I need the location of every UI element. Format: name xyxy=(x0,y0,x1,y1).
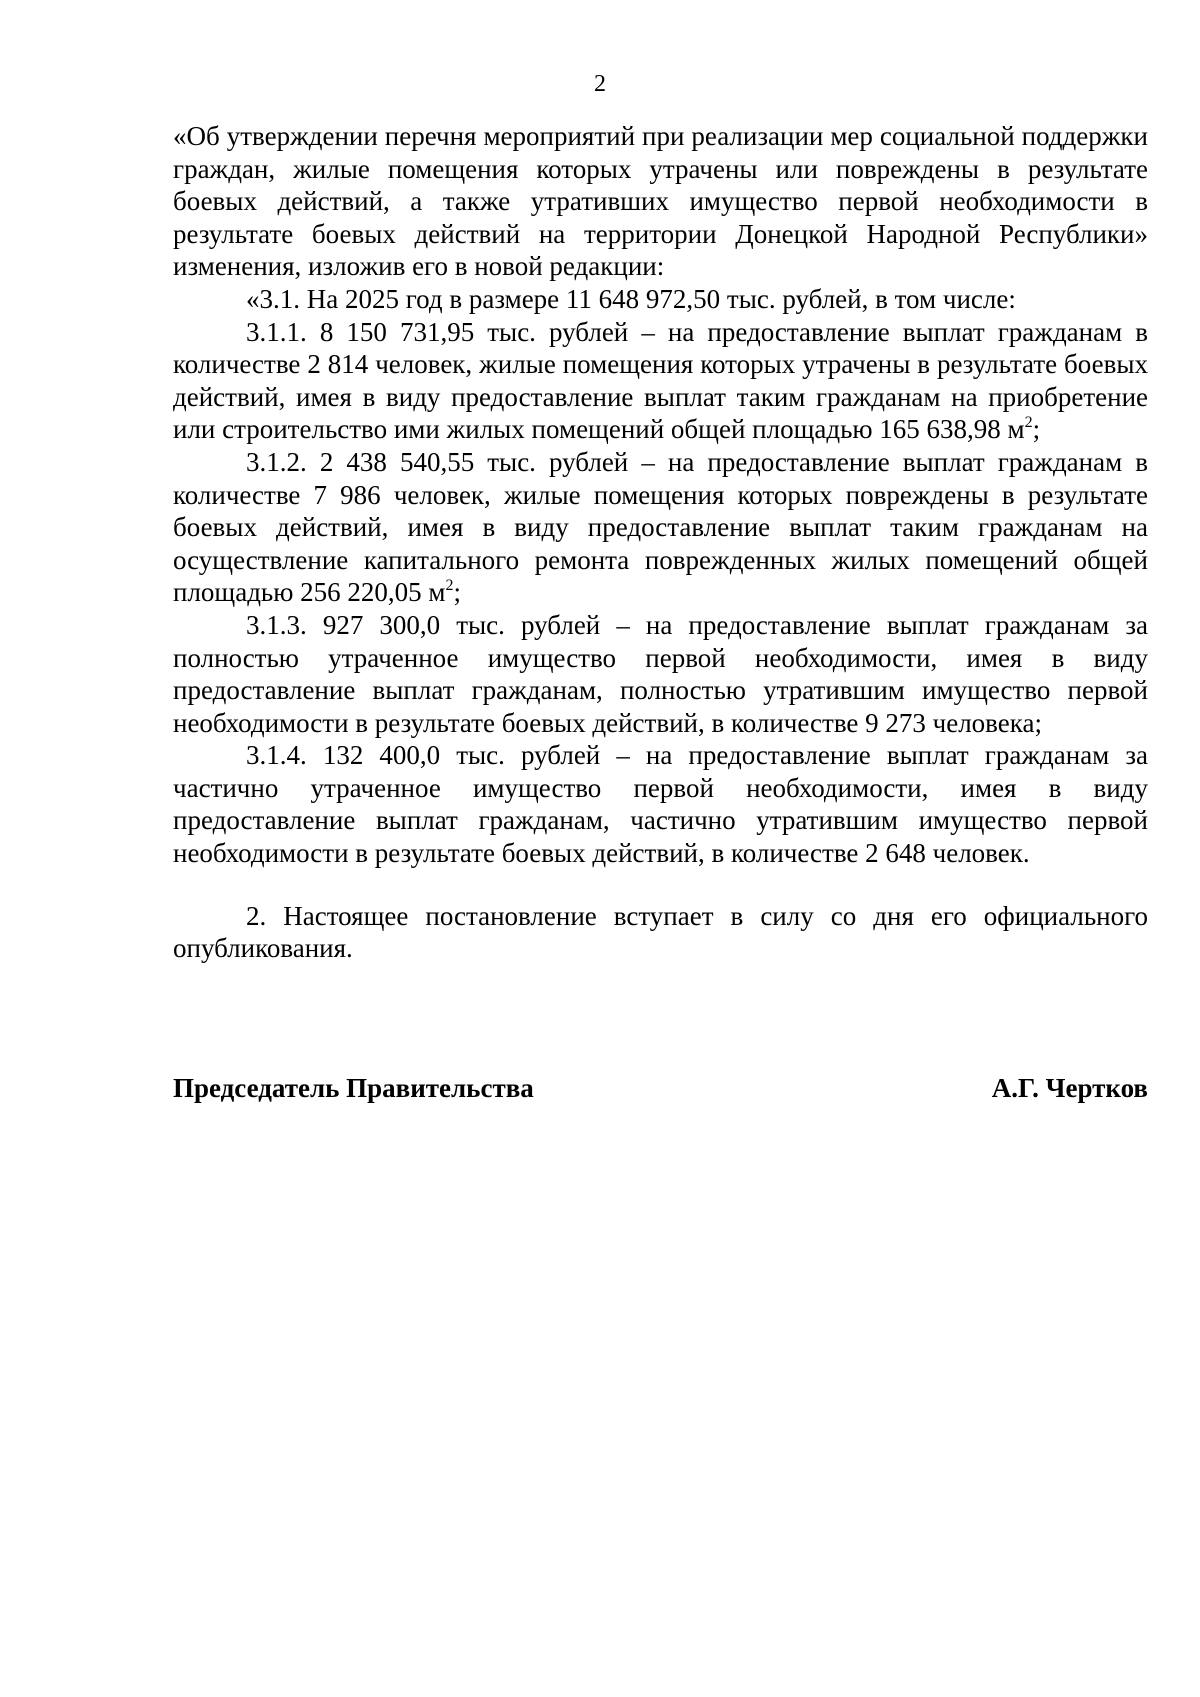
clause-3-1-2-superscript: 2 xyxy=(445,577,454,595)
clause-3-1-1-text: 3.1.1. 8 150 731,95 тыс. рублей – на предоставление выплат гражданам в количестве 2 814 человек, жилые помещения которых утрачены в результате боевых действий, имея в виду предоставление выплат таким гражданам на приобретение или строительство ими жилых помещений общей площадью 165 638,98 м xyxy=(173,316,1148,445)
intro-paragraph: «Об утверждении перечня мероприятий при реализации мер социальной поддержки граждан, жилые помещения которых утрачены или повреждены в результате боевых действий, а также утративших имущество первой необходимости в результате боевых действий на территории Донецкой Народной Республики» изменения, изложив его в новой редакции: xyxy=(173,121,1148,282)
document-body xyxy=(173,120,1148,965)
clause-3-1-2-end: ; xyxy=(453,577,462,608)
clause-3-1-4: 3.1.4. 132 400,0 тыс. рублей – на предоставление выплат гражданам за частично утраченное имущество первой необходимости, имея в виду предоставление выплат гражданам, частично утратившим имущество первой необходимости в результате боевых действий, в количестве 2 648 человек. xyxy=(173,740,1148,869)
clause-3-1-2-text: 3.1.2. 2 438 540,55 тыс. рублей – на предоставление выплат гражданам в количестве 7 986 человек, жилые помещения которых повреждены в результате боевых действий, имея в виду предоставление выплат таким гражданам на осуществление капитального ремонта поврежденных жилых помещений общей площадью 256 220,05 м xyxy=(173,446,1148,608)
signature-block xyxy=(173,1072,1148,1104)
clause-3-1-1-end: ; xyxy=(1032,414,1041,445)
clause-3-1-3: 3.1.3. 927 300,0 тыс. рублей – на предоставление выплат гражданам за полностью утраченное имущество первой необходимости, имея в виду предоставление выплат гражданам, полностью утратившим имущество первой необходимости в результате боевых действий, в количестве 9 273 человека; xyxy=(173,609,1148,738)
signatory-name: А.Г. Чертков xyxy=(991,1073,1148,1103)
clause-3-1-2 xyxy=(173,446,1148,609)
clause-3-1: «3.1. На 2025 год в размере 11 648 972,50 тыс. рублей, в том числе: xyxy=(246,283,1016,314)
clause-3-1-1 xyxy=(173,316,1148,446)
page-number: 2 xyxy=(594,71,606,97)
paragraph-spacer xyxy=(173,870,1148,900)
clause-3-1-1-superscript: 2 xyxy=(1024,414,1033,432)
signatory-title: Председатель Правительства xyxy=(173,1073,534,1103)
clause-2: 2. Настоящее постановление вступает в силу со дня его официального опубликования. xyxy=(173,900,1148,964)
